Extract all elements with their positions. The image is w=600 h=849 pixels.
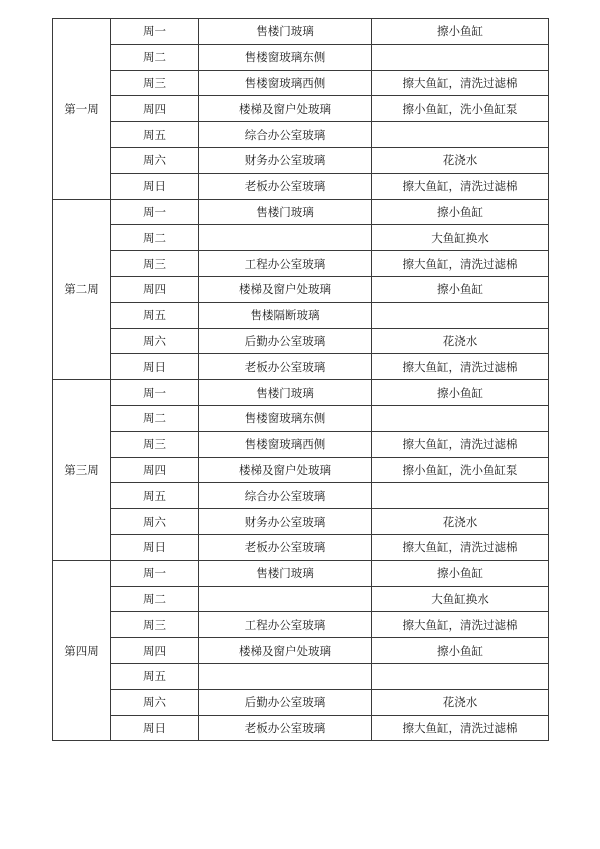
schedule-row [53, 302, 549, 328]
glass-task-cell: 综合办公室玻璃 [199, 122, 372, 148]
glass-task-cell: 财务办公室玻璃 [199, 509, 372, 535]
schedule-row [53, 457, 549, 483]
schedule-row [53, 147, 549, 173]
day-cell: 周三 [111, 612, 199, 638]
aquarium-task-cell: 大鱼缸换水 [372, 586, 549, 612]
glass-task-cell: 售楼门玻璃 [199, 380, 372, 406]
aquarium-task-cell [372, 122, 549, 148]
glass-task-cell [199, 225, 372, 251]
schedule-row [53, 225, 549, 251]
aquarium-task-cell [372, 663, 549, 689]
glass-task-cell: 售楼窗玻璃西侧 [199, 431, 372, 457]
glass-task-cell: 综合办公室玻璃 [199, 483, 372, 509]
schedule-body [53, 19, 549, 741]
aquarium-task-cell: 花浇水 [372, 689, 549, 715]
schedule-row [53, 431, 549, 457]
schedule-row [53, 483, 549, 509]
day-cell: 周六 [111, 328, 199, 354]
aquarium-task-cell: 擦大鱼缸，清洗过滤棉 [372, 612, 549, 638]
day-cell: 周日 [111, 715, 199, 741]
glass-task-cell: 楼梯及窗户处玻璃 [199, 457, 372, 483]
day-cell: 周二 [111, 44, 199, 70]
schedule-row [53, 586, 549, 612]
glass-task-cell: 售楼门玻璃 [199, 560, 372, 586]
glass-task-cell [199, 586, 372, 612]
day-cell: 周一 [111, 19, 199, 45]
aquarium-task-cell: 擦大鱼缸，清洗过滤棉 [372, 70, 549, 96]
schedule-row [53, 173, 549, 199]
day-cell: 周二 [111, 405, 199, 431]
aquarium-task-cell [372, 44, 549, 70]
glass-task-cell: 老板办公室玻璃 [199, 173, 372, 199]
day-cell: 周二 [111, 225, 199, 251]
aquarium-task-cell: 擦大鱼缸，清洗过滤棉 [372, 431, 549, 457]
aquarium-task-cell: 擦小鱼缸 [372, 638, 549, 664]
day-cell: 周日 [111, 173, 199, 199]
aquarium-task-cell [372, 405, 549, 431]
aquarium-task-cell [372, 302, 549, 328]
day-cell: 周六 [111, 689, 199, 715]
aquarium-task-cell: 擦大鱼缸，清洗过滤棉 [372, 251, 549, 277]
schedule-row [53, 19, 549, 45]
week-label: 第一周 [53, 19, 111, 200]
glass-task-cell: 财务办公室玻璃 [199, 147, 372, 173]
aquarium-task-cell: 花浇水 [372, 509, 549, 535]
glass-task-cell: 楼梯及窗户处玻璃 [199, 276, 372, 302]
day-cell: 周六 [111, 509, 199, 535]
glass-task-cell: 楼梯及窗户处玻璃 [199, 638, 372, 664]
schedule-row [53, 638, 549, 664]
aquarium-task-cell: 花浇水 [372, 328, 549, 354]
aquarium-task-cell: 擦小鱼缸 [372, 276, 549, 302]
schedule-row [53, 44, 549, 70]
schedule-row [53, 534, 549, 560]
glass-task-cell: 后勤办公室玻璃 [199, 328, 372, 354]
day-cell: 周一 [111, 560, 199, 586]
aquarium-task-cell: 大鱼缸换水 [372, 225, 549, 251]
aquarium-task-cell: 擦大鱼缸，清洗过滤棉 [372, 354, 549, 380]
day-cell: 周四 [111, 638, 199, 664]
glass-task-cell: 售楼门玻璃 [199, 19, 372, 45]
schedule-row [53, 354, 549, 380]
aquarium-task-cell: 擦小鱼缸 [372, 199, 549, 225]
aquarium-task-cell: 擦小鱼缸 [372, 19, 549, 45]
glass-task-cell: 售楼门玻璃 [199, 199, 372, 225]
day-cell: 周二 [111, 586, 199, 612]
glass-task-cell: 工程办公室玻璃 [199, 251, 372, 277]
aquarium-task-cell: 擦小鱼缸 [372, 380, 549, 406]
day-cell: 周六 [111, 147, 199, 173]
day-cell: 周五 [111, 663, 199, 689]
glass-task-cell: 工程办公室玻璃 [199, 612, 372, 638]
schedule-row [53, 560, 549, 586]
glass-task-cell: 老板办公室玻璃 [199, 715, 372, 741]
day-cell: 周一 [111, 199, 199, 225]
glass-task-cell: 老板办公室玻璃 [199, 354, 372, 380]
schedule-row [53, 328, 549, 354]
schedule-row [53, 96, 549, 122]
aquarium-task-cell: 擦大鱼缸，清洗过滤棉 [372, 173, 549, 199]
aquarium-task-cell: 擦小鱼缸 [372, 560, 549, 586]
week-label: 第三周 [53, 380, 111, 561]
glass-task-cell: 售楼隔断玻璃 [199, 302, 372, 328]
week-label: 第四周 [53, 560, 111, 741]
aquarium-task-cell: 花浇水 [372, 147, 549, 173]
aquarium-task-cell: 擦大鱼缸，清洗过滤棉 [372, 715, 549, 741]
glass-task-cell: 售楼窗玻璃东侧 [199, 44, 372, 70]
day-cell: 周四 [111, 457, 199, 483]
day-cell: 周五 [111, 122, 199, 148]
day-cell: 周四 [111, 276, 199, 302]
schedule-row [53, 509, 549, 535]
aquarium-task-cell [372, 483, 549, 509]
day-cell: 周三 [111, 431, 199, 457]
aquarium-task-cell: 擦大鱼缸，清洗过滤棉 [372, 534, 549, 560]
schedule-row [53, 276, 549, 302]
cleaning-schedule-table [52, 18, 549, 741]
week-label: 第二周 [53, 199, 111, 380]
schedule-row [53, 405, 549, 431]
glass-task-cell: 楼梯及窗户处玻璃 [199, 96, 372, 122]
day-cell: 周日 [111, 354, 199, 380]
aquarium-task-cell: 擦小鱼缸，洗小鱼缸泵 [372, 457, 549, 483]
day-cell: 周三 [111, 70, 199, 96]
day-cell: 周四 [111, 96, 199, 122]
schedule-row [53, 251, 549, 277]
day-cell: 周五 [111, 302, 199, 328]
schedule-row [53, 122, 549, 148]
schedule-row [53, 715, 549, 741]
schedule-row [53, 199, 549, 225]
glass-task-cell: 售楼窗玻璃东侧 [199, 405, 372, 431]
schedule-row [53, 380, 549, 406]
day-cell: 周五 [111, 483, 199, 509]
glass-task-cell: 老板办公室玻璃 [199, 534, 372, 560]
schedule-row [53, 612, 549, 638]
glass-task-cell: 后勤办公室玻璃 [199, 689, 372, 715]
glass-task-cell [199, 663, 372, 689]
day-cell: 周一 [111, 380, 199, 406]
glass-task-cell: 售楼窗玻璃西侧 [199, 70, 372, 96]
day-cell: 周日 [111, 534, 199, 560]
schedule-row [53, 663, 549, 689]
schedule-row [53, 70, 549, 96]
aquarium-task-cell: 擦小鱼缸，洗小鱼缸泵 [372, 96, 549, 122]
schedule-row [53, 689, 549, 715]
day-cell: 周三 [111, 251, 199, 277]
